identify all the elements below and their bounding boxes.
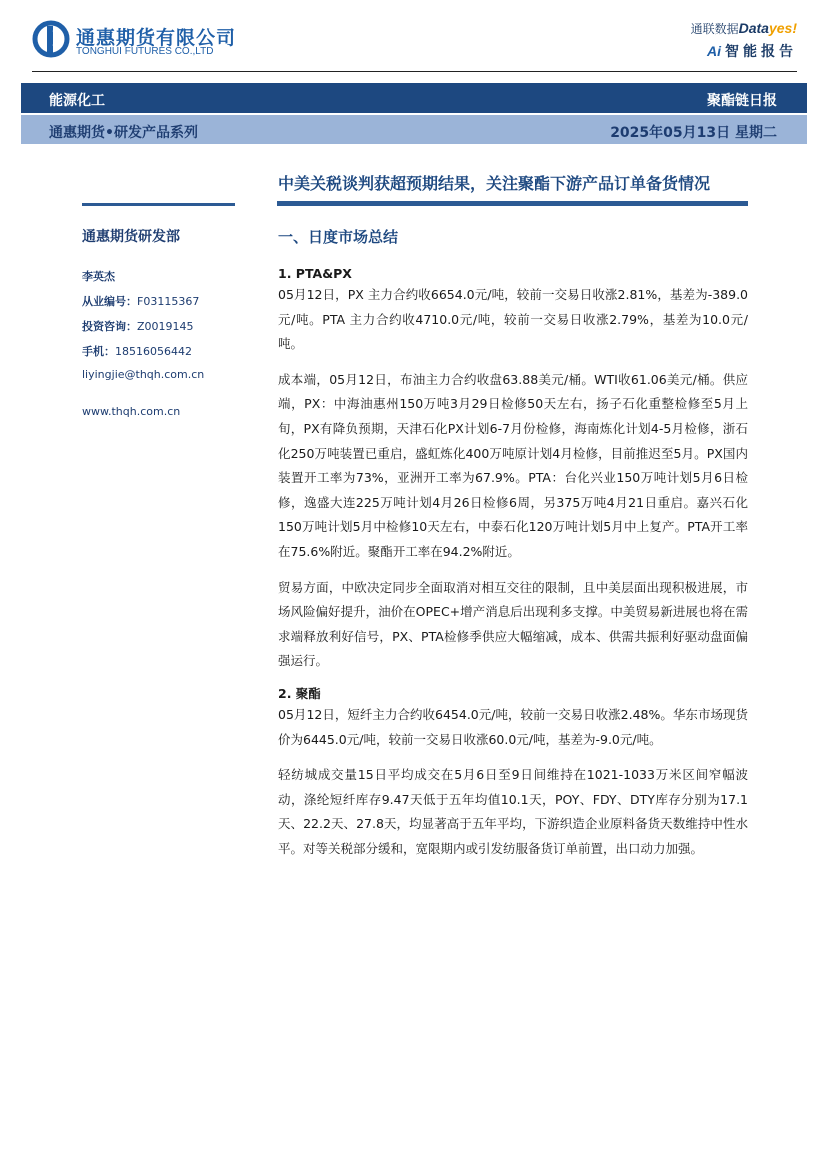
brand-yes: yes! (768, 20, 797, 36)
subheading-pta-px: 1. PTA&PX (278, 266, 352, 281)
phone-number (82, 343, 242, 359)
paragraph-trade: 贸易方面，中欧决定同步全面取消对相互交往的限制，且中美层面出现积极进展，市场风险偏好提升，油价在OPEC+增产消息后出现利多支撑。中美贸易新进展也将在需求端释放利好信号，PX、PTA检修季供应大幅缩减，成本、供需共振利好驱动盘面偏强运行。 (278, 579, 748, 669)
author-sidebar (82, 226, 242, 418)
report-type-label: 聚酯链日报 (707, 93, 777, 109)
license-number (82, 293, 242, 309)
report-body (278, 226, 748, 861)
company-website[interactable]: www.thqh.com.cn (82, 405, 181, 418)
consult-number (82, 318, 242, 334)
phone-value: 18516056442 (115, 345, 192, 358)
paragraph-pta-px-prices: 05月12日，PX 主力合约收6654.0元/吨，较前一交易日收涨2.81%，基差为-389.0元/吨。PTA 主力合约收4710.0元/吨，较前一交易日收涨2.79%，基差为10.0元/吨。 (278, 287, 748, 352)
series-band (21, 115, 807, 144)
brand-report-text: 智能报告 (725, 44, 797, 60)
header-divider (32, 71, 797, 72)
logo-english-name: TONGHUI FUTURES CO.,LTD (76, 46, 214, 57)
consult-label: 投资咨询： (82, 320, 137, 333)
section-heading-market-summary: 一、日度市场总结 (278, 228, 399, 246)
license-label: 从业编号： (82, 295, 137, 308)
paragraph-staple-fiber: 05月12日，短纤主力合约收6454.0元/吨，较前一交易日收涨2.48%。华东市场现货价为6445.0元/吨，较前一交易日收涨60.0元/吨，基差为-9.0元/吨。 (278, 706, 748, 747)
tonghui-logo-icon (32, 20, 70, 58)
report-date: 2025年05月13日 星期二 (610, 125, 777, 141)
department-name: 通惠期货研发部 (82, 229, 180, 245)
category-band (21, 83, 807, 113)
consult-value: Z0019145 (137, 320, 194, 333)
title-underline (277, 201, 748, 206)
ai-logo-icon: Ai (707, 43, 721, 59)
paragraph-inventory: 轻纺城成交量15日平均成交在5月6日至9日间维持在1021-1033万米区间窄幅波动，涤纶短纤库存9.47天低于五年均值10.1天，POY、FDY、DTY库存分别为17.1天、22.2天、27.8天，均显著高于五年平均，下游织造企业原料备货天数维持中性水平。对等关税部分缓和，宽限期内或引发纺服备货订单前置，出口动力加强。 (278, 767, 748, 856)
phone-label: 手机： (82, 345, 115, 358)
brand-data: Data (738, 20, 769, 36)
datayes-brand (691, 20, 797, 61)
subheading-polyester: 2. 聚酯 (278, 685, 321, 701)
author-name: 李英杰 (82, 270, 115, 283)
logo-chinese-name: 通惠期货有限公司 (76, 27, 237, 49)
sidebar-top-rule (82, 203, 235, 206)
author-email[interactable]: liyingjie@thqh.com.cn (82, 368, 205, 381)
brand-bottom-line (691, 41, 797, 61)
license-value: F03115367 (137, 295, 200, 308)
series-label: 通惠期货•研发产品系列 (49, 125, 198, 141)
paragraph-cost-supply: 成本端，05月12日，布油主力合约收盘63.88美元/桶。WTI收61.06美元/桶。供应端，PX：中海油惠州150万吨3月29日检修50天左右，扬子石化重整检修至5月上旬，PX有降负预期，天津石化PX计划6-7月份检修，海南炼化计划4-5月检修，浙石化250万吨装置已重启，盛虹炼化400万吨原计划4月检修，目前推迟至5月。PX国内装置开工率为73%，亚洲开工率为67.9%。PTA：台化兴业150万吨计划5月6日检修，逸盛大连225万吨计划4月26日检修6周，另375万吨4月21日重启。嘉兴石化150万吨计划5月中检修10天左右，中泰石化120万吨计划5月中上复产。PTA开工率在75.6%附近。聚酯开工率在94.2%附近。 (278, 371, 748, 559)
brand-top-line (691, 20, 797, 37)
brand-prefix: 通联数据 (690, 22, 739, 36)
report-title: 中美关税谈判获超预期结果，关注聚酯下游产品订单备货情况 (278, 174, 711, 193)
category-label: 能源化工 (49, 93, 105, 109)
